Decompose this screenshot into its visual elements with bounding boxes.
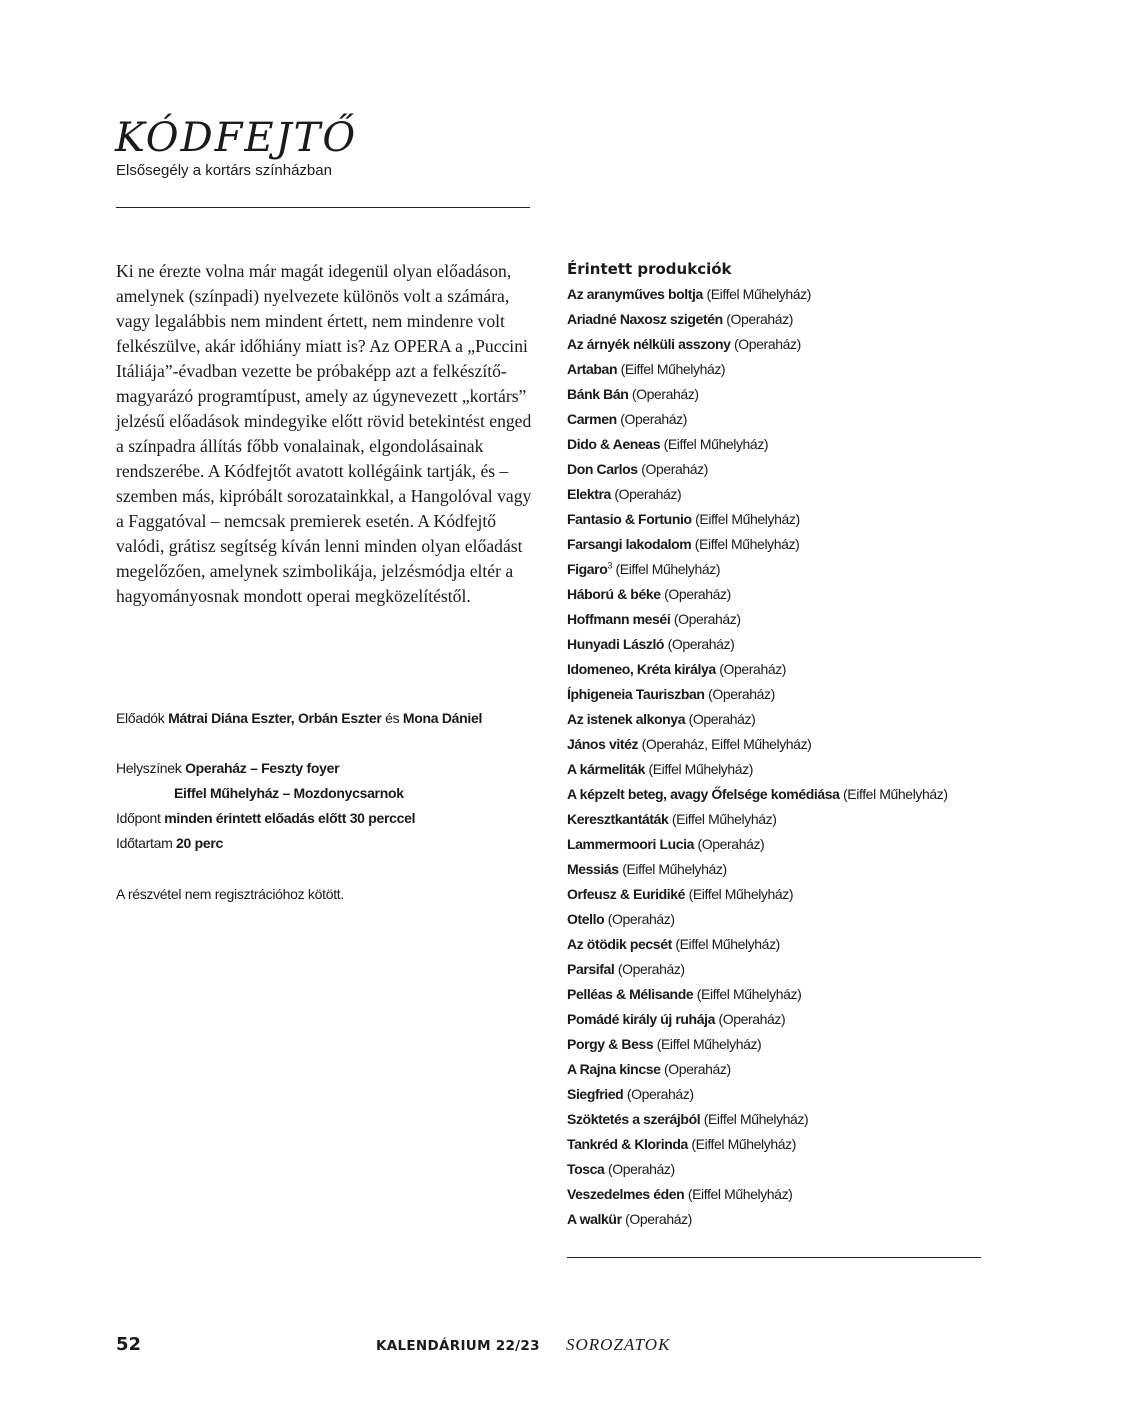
production-title: Szöktetés a szerájból [567,1111,701,1127]
production-title: A Rajna kincse [567,1061,661,1077]
production-title: Az aranyműves boltja [567,286,703,302]
production-venue: (Operaház) [631,386,699,402]
production-item [567,707,948,732]
venues-line-1 [116,756,339,781]
production-title: Hoffmann meséi [567,611,671,627]
production-title: Idomeneo, Kréta királya [567,661,716,677]
production-title: Veszedelmes éden [567,1186,685,1202]
presenter-name-3: Mona Dániel [402,710,483,726]
production-title: Dido & Aeneas [567,436,661,452]
production-title: Siegfried [567,1086,624,1102]
time-label: Időpont [116,810,161,826]
production-item [567,657,948,682]
production-item [567,557,948,582]
production-item [567,732,948,757]
production-item [567,882,948,907]
top-divider [116,207,530,208]
page-subtitle: Elsősegély a kortárs színházban [116,162,332,179]
production-title: Porgy & Bess [567,1036,654,1052]
duration-label: Időtartam [116,835,173,851]
venues-line-2 [116,781,404,806]
production-item [567,1207,948,1232]
production-item [567,807,948,832]
production-item [567,1032,948,1057]
production-venue: (Operaház) [673,611,741,627]
production-title: Az árnyék nélküli asszony [567,336,731,352]
production-title: Lammermoori Lucia [567,836,695,852]
production-venue: (Operaház) [620,411,688,427]
production-item [567,957,948,982]
production-title: Íphigeneia Tauriszban [567,686,705,702]
production-venue: (Operaház) [734,336,801,352]
production-superscript: 3 [607,560,612,571]
registration-note: A részvétel nem regisztrációhoz kötött. [116,886,344,902]
production-title: Ariadné Naxosz szigetén [567,311,723,327]
bottom-divider [567,1257,981,1258]
venue-2: Eiffel Műhelyház – Mozdonycsarnok [174,785,404,801]
production-venue: (Eiffel Műhelyház) [671,811,777,827]
production-item [567,582,948,607]
production-venue: (Eiffel Műhelyház) [622,861,727,877]
production-venue: (Eiffel Műhelyház) [648,761,754,777]
production-venue: (Operaház) [663,1061,731,1077]
production-title: Hunyadi László [567,636,665,652]
production-item [567,432,948,457]
production-title: Pelléas & Mélisande [567,986,694,1002]
publication-name: KALENDÁRIUM 22/23 [376,1338,540,1354]
production-item [567,607,948,632]
page-title: KÓDFEJTŐ [115,115,358,161]
production-venue: (Operaház) [626,1086,694,1102]
production-item [567,682,948,707]
production-venue: (Operaház) [641,461,708,477]
production-venue: (Operaház) [667,636,735,652]
production-item [567,357,948,382]
production-item [567,857,948,882]
production-title: Pomádé király új ruhája [567,1011,715,1027]
production-venue: (Eiffel Műhelyház) [843,786,948,802]
production-item [567,332,948,357]
production-title: Messiás [567,861,619,877]
production-venue: (Operaház) [614,486,682,502]
production-title: Keresztkantáták [567,811,669,827]
production-title: Fantasio & Fortunio [567,511,692,527]
production-title: Orfeusz & Euridiké [567,886,686,902]
production-item [567,1132,948,1157]
venues-label: Helyszínek [116,760,182,776]
production-title: Figaro [567,561,608,577]
production-venue: (Eiffel Műhelyház) [615,561,721,577]
production-item [567,1107,948,1132]
production-venue: (Operaház) [664,586,731,602]
production-item [567,832,948,857]
production-venue: (Eiffel Műhelyház) [706,286,812,302]
production-venue: (Operaház) [607,1161,675,1177]
production-title: Elektra [567,486,611,502]
production-venue: (Operaház) [718,1011,786,1027]
production-title: Bánk Bán [567,386,629,402]
intro-paragraph: Ki ne érezte volna már magát idegenül olyan előadáson, amelynek (színpadi) nyelvezete különös volt a számára, vagy legalábbis nem mindent értett, nem mindenre volt felkészülve, akár időhiány miatt is? Az OPERA a „Puccini Itáliája”-évadban vezette be próbaképp azt a felkészítő-magyarázó programtípust, amely az úgynevezett „kortárs” jelzésű előadások mindegyike előtt rövid betekintést enged a színpadra állítás főbb vonalainak, elgondolásainak rendszerébe. A Kódfejtőt avatott kollégáink tartják, és – szemben más, kipróbált sorozatainkkal, a Hangolóval vagy a Faggatóval – nemcsak premierek esetén. A Kódfejtő valódi, grátisz segítség kíván lenni minden olyan előadást megelőzően, amelynek szimbolikája, jelzésmódja eltér a hagyományosnak mondott operai megközelítéstől. [116,261,532,606]
production-item [567,1082,948,1107]
production-item [567,507,948,532]
production-venue: (Operaház) [625,1211,692,1227]
presenter-name-1: Mátrai Diána Eszter, [168,710,295,726]
production-venue: (Operaház, Eiffel Műhelyház) [641,736,812,752]
presenters-label: Előadók [116,710,165,726]
production-item [567,457,948,482]
production-title: A walkür [567,1211,622,1227]
production-item [567,482,948,507]
production-title: Farsangi lakodalom [567,536,692,552]
production-item [567,632,948,657]
production-item [567,532,948,557]
production-venue: (Eiffel Műhelyház) [694,536,800,552]
production-venue: (Eiffel Műhelyház) [703,1111,809,1127]
production-venue: (Operaház) [607,911,675,927]
production-venue: (Eiffel Műhelyház) [691,1136,796,1152]
production-venue: (Eiffel Műhelyház) [620,361,726,377]
production-venue: (Operaház) [726,311,794,327]
production-item [567,282,948,307]
production-title: Tankréd & Klorinda [567,1136,688,1152]
duration-value: 20 perc [176,835,223,851]
production-item [567,1007,948,1032]
production-title: Carmen [567,411,617,427]
production-title: János vitéz [567,736,639,752]
production-title: Az ötödik pecsét [567,936,672,952]
duration-line [116,831,223,856]
production-item [567,757,948,782]
productions-heading: Érintett produkciók [567,260,732,278]
productions-list [567,282,948,1232]
production-venue: (Eiffel Műhelyház) [695,511,800,527]
production-item [567,932,948,957]
time-line [116,806,415,831]
production-venue: (Operaház) [708,686,775,702]
production-venue: (Operaház) [719,661,787,677]
production-item [567,982,948,1007]
production-venue: (Eiffel Műhelyház) [675,936,780,952]
production-venue: (Operaház) [688,711,756,727]
production-venue: (Eiffel Műhelyház) [656,1036,762,1052]
production-item [567,382,948,407]
production-title: Don Carlos [567,461,638,477]
page-number: 52 [116,1334,142,1355]
presenters-line [116,706,482,731]
production-title: A képzelt beteg, avagy Őfelsége komédiása [567,786,840,802]
production-item [567,1157,948,1182]
venue-1: Operaház – Feszty foyer [185,760,340,776]
production-item [567,407,948,432]
production-item [567,782,948,807]
production-title: Artaban [567,361,618,377]
production-title: Tosca [567,1161,605,1177]
presenter-name-2: Orbán Eszter [297,710,382,726]
production-item [567,1057,948,1082]
production-title: Az istenek alkonya [567,711,686,727]
production-venue: (Eiffel Műhelyház) [688,886,794,902]
section-name: SOROZATOK [566,1335,671,1354]
production-venue: (Operaház) [697,836,765,852]
production-title: A kármeliták [567,761,645,777]
production-item [567,907,948,932]
time-value: minden érintett előadás előtt 30 perccel [164,810,416,826]
production-venue: (Eiffel Műhelyház) [687,1186,793,1202]
production-title: Háború & béke [567,586,661,602]
production-item [567,307,948,332]
production-venue: (Operaház) [617,961,685,977]
production-title: Parsifal [567,961,615,977]
presenters-conjunction: és [385,710,400,726]
production-venue: (Eiffel Műhelyház) [663,436,769,452]
production-venue: (Eiffel Műhelyház) [696,986,802,1002]
production-item [567,1182,948,1207]
production-title: Otello [567,911,605,927]
